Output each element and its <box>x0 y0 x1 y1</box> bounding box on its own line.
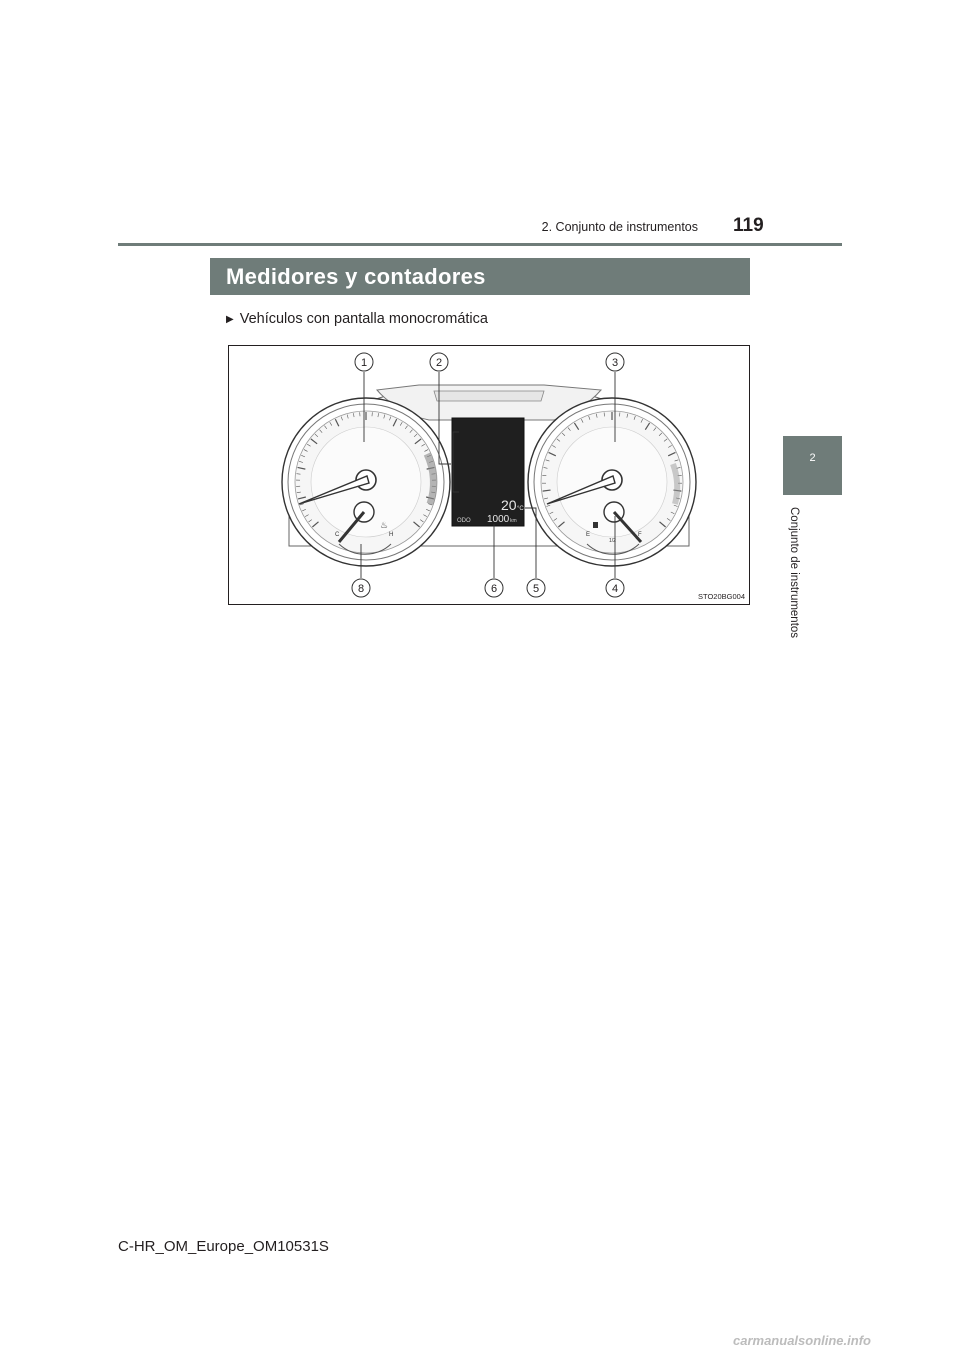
callout-4: 4 <box>611 583 619 595</box>
indicator-strip <box>434 391 544 401</box>
temp-cold-label: C <box>335 532 340 538</box>
temperature-unit: °C <box>517 506 524 512</box>
figure-code: STO20BG004 <box>698 592 745 601</box>
instrument-figure <box>228 345 750 605</box>
section-title: 2. Conjunto de instrumentos <box>541 220 698 234</box>
page-number: 119 <box>733 215 764 236</box>
callout-3: 3 <box>611 357 619 369</box>
footer-document-id: C-HR_OM_Europe_OM10531S <box>118 1238 329 1255</box>
side-tab <box>783 436 842 495</box>
side-tab-number: 2 <box>809 452 816 464</box>
fuel-full-label: F <box>638 532 642 538</box>
sub-heading-text: Vehículos con pantalla monocromática <box>239 311 488 327</box>
page-heading: Medidores y contadores <box>210 258 750 295</box>
temp-hot-label: H <box>389 532 394 538</box>
watermark: carmanualsonline.info <box>733 1333 871 1348</box>
sub-heading <box>226 311 488 327</box>
side-tab-label: Conjunto de instrumentos <box>788 507 800 639</box>
multi-info-display <box>452 418 524 526</box>
leader-line-5 <box>525 508 536 578</box>
coolant-temp-icon: ♨ <box>380 520 389 530</box>
odo-label: ODO <box>457 518 471 524</box>
fuel-empty-label: E <box>586 532 591 538</box>
callout-1: 1 <box>360 357 368 369</box>
triangle-bullet-icon: ▶ <box>226 314 234 325</box>
callout-8: 8 <box>357 583 365 595</box>
header-rule <box>118 243 842 246</box>
fuel-pump-icon <box>593 522 598 528</box>
instrument-cluster-illustration <box>229 346 749 604</box>
outside-temperature: 20 <box>501 497 517 513</box>
fuel-half-label: 1/2 <box>609 538 616 544</box>
callout-5: 5 <box>532 583 540 595</box>
callout-6: 6 <box>490 583 498 595</box>
odometer-unit: km <box>510 518 517 524</box>
odometer-value: 1000 <box>487 514 510 525</box>
callout-2: 2 <box>435 357 443 369</box>
speedometer <box>282 398 450 566</box>
